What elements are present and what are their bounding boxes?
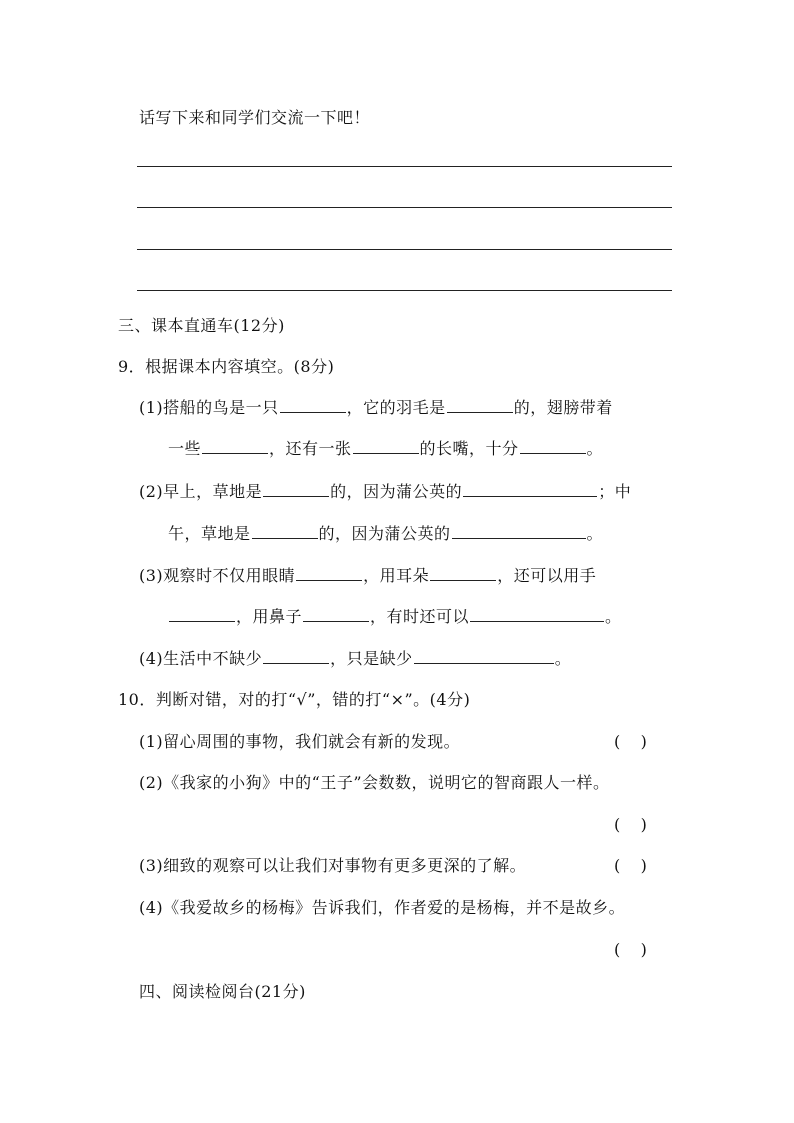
- q9-2-text-e: 的，因为蒲公英的: [318, 524, 451, 543]
- q9-item-1-line-1: [139, 397, 613, 419]
- q9-4-text-b: ，只是缺少: [330, 649, 413, 668]
- q9-3-blank-2[interactable]: [430, 566, 496, 581]
- q9-1-blank-5[interactable]: [520, 439, 586, 454]
- q9-2-text-c: ；中: [598, 482, 632, 501]
- q9-1-text-d: 一些: [168, 439, 202, 458]
- q9-item-4: [139, 648, 571, 670]
- q9-item-3-line-1: [139, 565, 596, 587]
- q9-1-blank-1[interactable]: [280, 398, 346, 413]
- q9-3-blank-3[interactable]: [169, 607, 235, 622]
- q9-3-text-a: (3)观察时不仅用眼睛: [139, 566, 296, 585]
- q9-1-text-b: ，它的羽毛是: [346, 398, 446, 417]
- section-4-title: 四、阅读检阅台(21分): [139, 982, 306, 1001]
- q9-3-text-d: ，用鼻子: [236, 607, 303, 626]
- writing-line-4[interactable]: [137, 290, 672, 291]
- q9-1-blank-3[interactable]: [202, 439, 268, 454]
- q9-3-text-f: 。: [605, 607, 622, 626]
- q9-1-text-e: ，还有一张: [269, 439, 352, 458]
- q9-1-text-a: (1)搭船的鸟是一只: [139, 398, 279, 417]
- q9-4-blank-1[interactable]: [263, 649, 329, 664]
- q9-2-blank-3[interactable]: [252, 524, 318, 539]
- q9-4-text-c: 。: [554, 649, 572, 668]
- q9-3-text-c: ，还可以用手: [497, 566, 597, 585]
- q9-2-blank-1[interactable]: [263, 482, 329, 497]
- q9-2-text-d: 午，草地是: [168, 524, 251, 543]
- q10-item-3: (3)细致的观察可以让我们对事物有更多更深的了解。: [139, 856, 527, 875]
- writing-line-1[interactable]: [137, 166, 672, 167]
- q10-item-4: (4)《我爱故乡的杨梅》告诉我们，作者爱的是杨梅，并不是故乡。: [139, 898, 626, 917]
- q10-1-answer-paren[interactable]: ( ): [614, 732, 647, 751]
- q9-1-blank-2[interactable]: [447, 398, 513, 413]
- q9-3-text-b: ，用耳朵: [363, 566, 430, 585]
- q9-2-blank-2[interactable]: [463, 482, 597, 497]
- q9-1-text-f: 的长嘴，十分: [419, 439, 519, 458]
- q9-item-2-line-2: [168, 523, 603, 545]
- q9-3-blank-5[interactable]: [470, 607, 604, 622]
- q10-item-1: (1)留心周围的事物，我们就会有新的发现。: [139, 732, 461, 751]
- q9-3-blank-4[interactable]: [303, 607, 369, 622]
- q9-3-blank-1[interactable]: [296, 566, 362, 581]
- q10-4-answer-paren[interactable]: ( ): [614, 940, 647, 959]
- q9-2-blank-4[interactable]: [452, 524, 586, 539]
- q9-4-text-a: (4)生活中不缺少: [139, 649, 263, 668]
- q10-item-2: (2)《我家的小狗》中的“王子”会数数，说明它的智商跟人一样。: [139, 773, 610, 792]
- question-10-title: 10．判断对错，对的打“√”，错的打“×”。(4分): [118, 690, 471, 709]
- q9-2-text-a: (2)早上，草地是: [139, 482, 263, 501]
- q9-1-text-g: 。: [586, 439, 604, 458]
- q10-2-answer-paren[interactable]: ( ): [614, 815, 647, 834]
- q9-1-blank-4[interactable]: [353, 439, 419, 454]
- section-3-title: 三、课本直通车(12分): [118, 316, 285, 335]
- q9-item-2-line-1: [139, 481, 631, 503]
- q9-item-1-line-2: [168, 438, 603, 460]
- intro-line: 话写下来和同学们交流一下吧！: [139, 108, 371, 127]
- q9-2-text-f: 。: [586, 524, 604, 543]
- question-9-title: 9．根据课本内容填空。(8分): [118, 357, 335, 376]
- writing-line-2[interactable]: [137, 207, 672, 208]
- q9-2-text-b: 的，因为蒲公英的: [330, 482, 463, 501]
- q9-4-blank-2[interactable]: [414, 649, 554, 664]
- q9-3-text-e: ，有时还可以: [370, 607, 470, 626]
- q9-1-text-c: 的，翅膀带着: [513, 398, 613, 417]
- writing-line-3[interactable]: [137, 249, 672, 250]
- q10-3-answer-paren[interactable]: ( ): [614, 856, 647, 875]
- q9-item-3-line-2: [168, 606, 622, 628]
